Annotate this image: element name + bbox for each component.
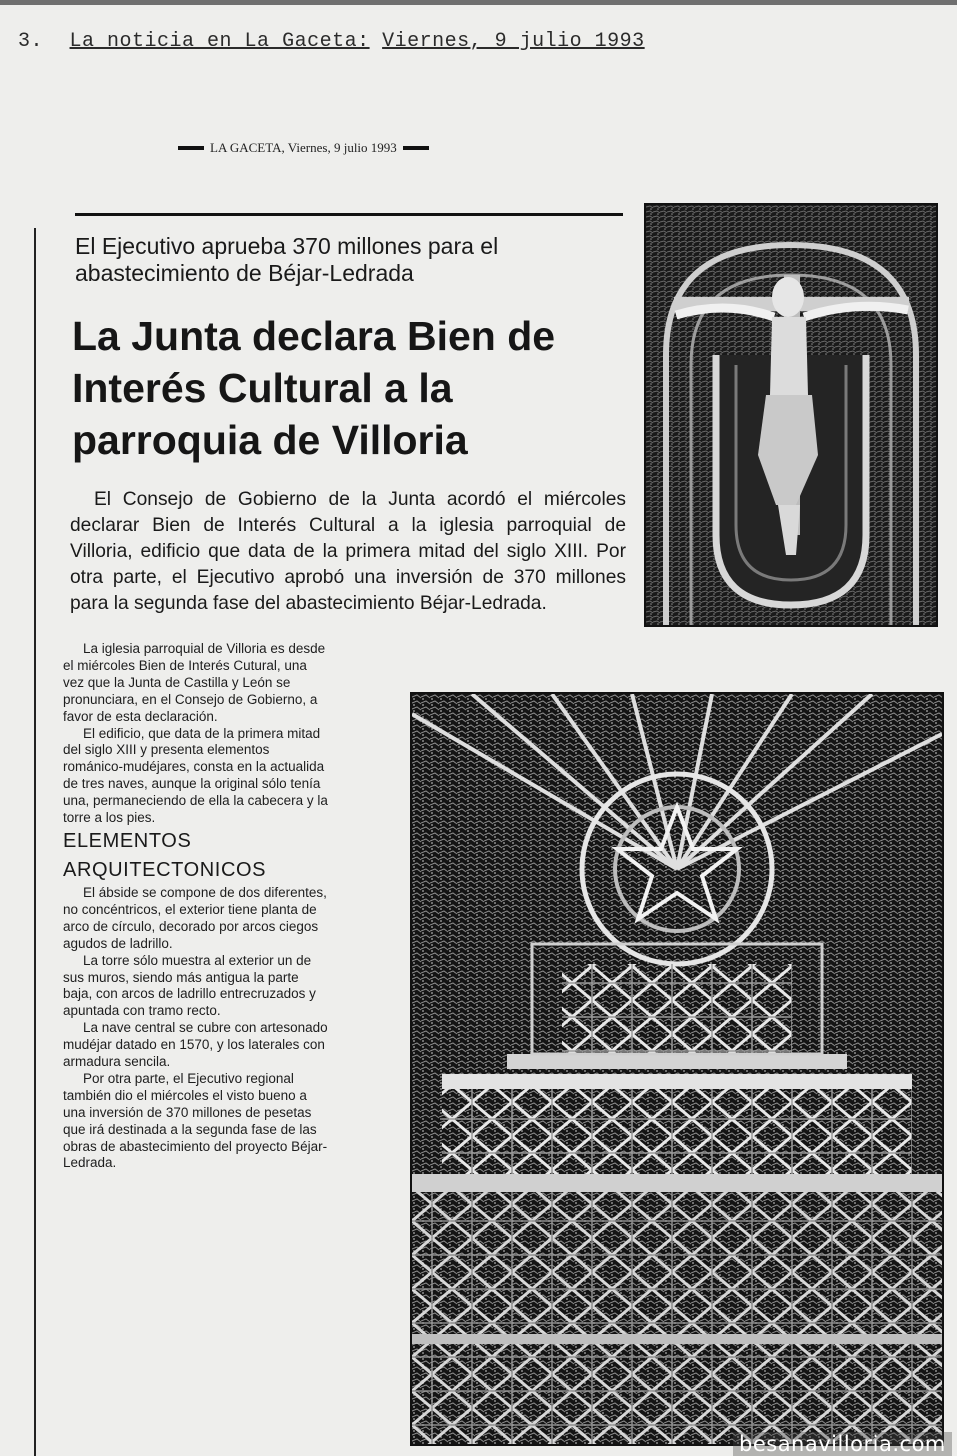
- newspaper-folio: [178, 140, 498, 156]
- crucifix-photo: [644, 203, 938, 627]
- body-paragraph: La nave central se cubre con artesonado mudéjar datado en 1570, y los laterales con armadura sencila.: [63, 1020, 328, 1070]
- ceiling-photo: [410, 692, 944, 1446]
- article-lead: El Consejo de Gobierno de la Junta acordó el miércoles declarar Bien de Interés Cultural a la iglesia parroquial de Villoria, edificio que data de la primera mitad del siglo XIII. Por otra parte, el Ejecutivo aprobó una inversión de 370 millones para la segunda fase del abastecimiento Béjar-Ledrada.: [70, 489, 626, 614]
- folio-dash-right: [403, 146, 429, 150]
- typed-header-section: La noticia en La Gaceta:: [69, 30, 370, 53]
- article-body: [63, 641, 328, 1172]
- typed-header: [18, 30, 718, 53]
- typed-header-prefix: 3.: [18, 30, 44, 53]
- body-paragraph: Por otra parte, el Ejecutivo regional también dio el miércoles el visto bueno a una inversión de 370 millones de pesetas que irá destinada a la segunda fase de las obras de abastecimiento del proyecto Béjar-Ledrada.: [63, 1070, 328, 1171]
- typed-header-date: Viernes, 9 julio 1993: [382, 30, 645, 53]
- scan-top-edge: [0, 0, 957, 5]
- body-paragraph: La torre sólo muestra al exterior un de sus muros, siendo más antigua la parte baja, con arcos de ladrillo entrecruzados y apuntada con tramo recto.: [63, 952, 316, 1019]
- article-headline: La Junta declara Bien de Interés Cultural a la parroquia de Villoria: [72, 313, 556, 463]
- crosshead: ELEMENTOS ARQUITECTONICOS: [63, 829, 267, 881]
- headline-rule: [75, 213, 623, 216]
- body-paragraph: La iglesia parroquial de Villoria es desde el miércoles Bien de Interés Cutural, una vez que la Junta de Castilla y León se pronunciara, en el Consejo de Gobierno, a favor de esta declaración.: [63, 641, 326, 724]
- folio-dash-left: [178, 146, 204, 150]
- body-paragraph: El ábside se compone de dos diferentes, no concéntricos, el exterior tiene planta de arco de círculo, decorado por arcos ciegos agudos de ladrillo.: [63, 884, 327, 951]
- article-subhead: El Ejecutivo aprueba 370 millones para el abastecimiento de Béjar-Ledrada: [75, 233, 499, 286]
- body-paragraph: El edificio, que data de la primera mitad del siglo XIII y presenta elementos románico-mudéjares, consta en la actualida de tres naves, aunque la original sólo tenía una, permaneciendo de ella la cabecera y la torre a los pies.: [63, 725, 328, 826]
- site-watermark: besanavilloria.com: [733, 1432, 952, 1456]
- column-rule: [34, 228, 36, 1456]
- folio-text: LA GACETA, Viernes, 9 julio 1993: [210, 140, 397, 155]
